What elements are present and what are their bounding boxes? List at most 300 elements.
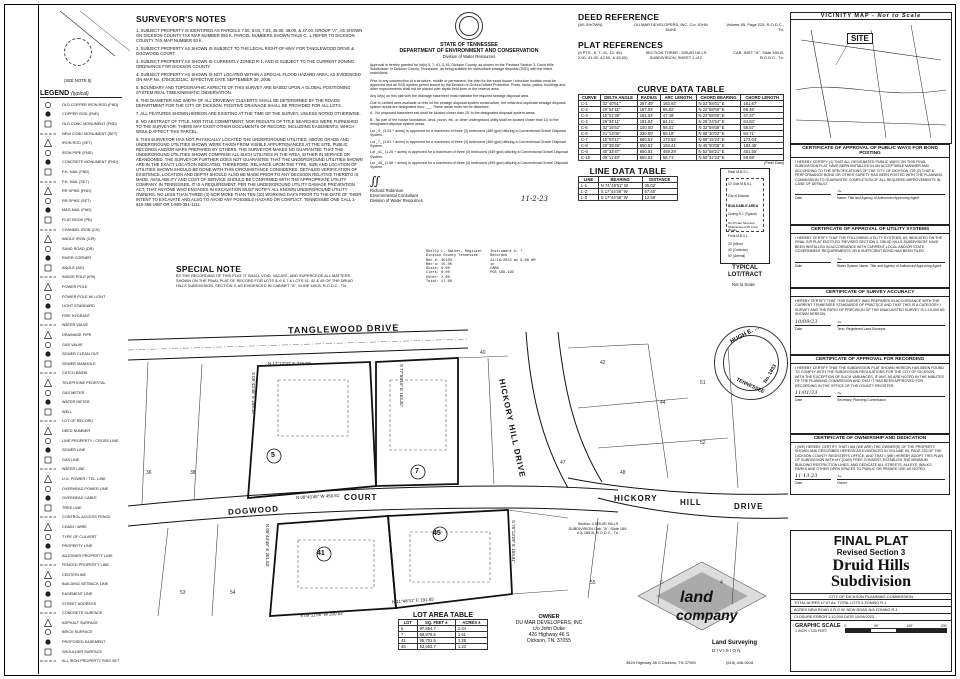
stamp-line: in xyxy=(490,262,495,267)
legend-item xyxy=(40,244,122,254)
legend-item xyxy=(40,484,122,494)
bearing-2: S 77°59'16" E 163.20' xyxy=(399,364,404,407)
legend-item xyxy=(40,647,122,657)
bearing-lines-topleft xyxy=(40,6,140,76)
table-cell: C-5 xyxy=(579,125,601,131)
table-cell: N 32°59'08" E xyxy=(696,125,741,131)
legend-symbol-icon xyxy=(40,131,56,137)
legend-item-label: NEW CONC MONUMENT (SET) xyxy=(62,131,118,136)
legend-item xyxy=(40,618,122,628)
legend-item xyxy=(40,321,122,331)
legend-item-label: P.K. NAIL (FND) xyxy=(62,169,90,174)
legend-item xyxy=(40,599,122,609)
legend-item-label: OLD CONC MONUMENT (FND) xyxy=(62,121,117,126)
table-cell: 20°04'11" xyxy=(600,107,637,113)
vicinity-title: VICINITY MAP xyxy=(820,13,870,19)
scale-tick-label: 50' xyxy=(874,623,879,628)
lot-5-boundary xyxy=(248,362,376,501)
legend-symbol-icon xyxy=(40,255,56,261)
legend-item xyxy=(40,273,122,283)
lot-41-boundary xyxy=(270,516,396,619)
certificate-title: CERTIFICATE OF APPROVAL OF UTILITY SYSTEMS xyxy=(791,225,949,234)
legend-item xyxy=(40,110,122,120)
legend-item xyxy=(40,388,122,398)
table-cell: 163.92' xyxy=(660,101,696,107)
surveyors-notes xyxy=(136,14,364,210)
legend-item-label: OVERHEAD CABLE xyxy=(62,496,97,501)
table-header-cell: CURVE xyxy=(579,95,601,101)
legend-symbol-icon xyxy=(40,274,56,280)
legend-item-label: EASEMENT LINE xyxy=(62,592,93,597)
seal-state: TENNESSEE xyxy=(735,376,766,396)
table-cell: 53,653.7 xyxy=(417,644,455,650)
legend-item xyxy=(40,215,122,225)
legend-symbol-icon xyxy=(40,639,56,645)
table-cell: 25°34'11" xyxy=(600,119,637,125)
certificate-title: CERTIFICATE OF APPROVAL OF PUBLIC WAYS FOR BOND POSTING xyxy=(791,144,949,158)
legend-item-label: RR SPIKE (FND) xyxy=(62,189,92,194)
legend-item-label: FENCED PROPERTY LINE xyxy=(62,563,109,568)
legend-symbol-icon xyxy=(40,179,56,185)
certificate-title: CERTIFICATE OF OWNERSHIP AND DEDICATION xyxy=(791,434,949,443)
table-cell: N 22°58'01" E xyxy=(696,101,741,107)
table-header-cell: RADIUS xyxy=(637,95,660,101)
legend-symbol-icon xyxy=(40,370,56,376)
title-block-rows xyxy=(791,600,951,621)
tdec-lot-approval: Lot _41_ (1.26 + acres) is approved for a maximum of three (3) bedrooms (459 gpd) utilizing a Conventional Gravel Disposal System. xyxy=(370,150,568,159)
legend-item xyxy=(40,340,122,350)
adjoiner-lot-label: 53 xyxy=(180,590,186,596)
owner-city: Dickson, TN. 37055 xyxy=(527,638,571,644)
seal-name: HUGH E. ... xyxy=(729,324,761,346)
legend-item xyxy=(40,580,122,590)
table-cell: 65.48' xyxy=(741,107,784,113)
legend-item xyxy=(40,196,122,206)
curve-table xyxy=(578,94,784,161)
legend-title: LEGEND xyxy=(40,90,70,97)
table-row xyxy=(399,644,488,650)
vicinity-subtitle: Not to Scale xyxy=(877,13,922,19)
certificate-sig-col xyxy=(837,256,945,268)
notes-list xyxy=(136,28,364,207)
legend-item xyxy=(40,637,122,647)
surveyors-notes-title: SURVEYOR'S NOTES xyxy=(136,14,227,24)
table-cell: 56.31' xyxy=(660,125,696,131)
legend-item xyxy=(40,206,122,216)
table-row xyxy=(579,195,678,201)
table-cell: 21°13'05" xyxy=(600,131,637,137)
tdec-lot-approval: Lot _5_ (3.24 + acres) is approved for a maximum of three (3) bedrooms (480 gpd) utilizing a Conventional Gravel Disposal System. xyxy=(370,129,566,138)
legend-item-label: WATER LINE xyxy=(62,467,85,472)
legend-item xyxy=(40,493,122,503)
lot-area-grid xyxy=(398,619,488,650)
legend-item xyxy=(40,330,122,340)
table-header-cell: LINE xyxy=(579,177,599,183)
table-cell: 173.54' xyxy=(660,137,696,143)
lot-45-boundary xyxy=(388,510,512,608)
table-cell: 47.49' xyxy=(660,113,696,119)
typical-subtitle: LOT/TRACT xyxy=(728,272,762,278)
legend-item-label: PROPERTY LINE xyxy=(62,544,93,549)
scale-tick-label: 200' xyxy=(940,623,947,628)
legend-item-label: CENTERLINE xyxy=(62,572,87,577)
lot-41-label: 41 xyxy=(317,550,325,557)
tdec-p3: Any lot(s) on this plat with the drainage easement must maintain the required sewage disposal area. xyxy=(370,94,530,99)
legend-symbol-icon xyxy=(40,610,56,616)
tdec-p5: A - No proposed basement exit shall be located closer than 25' to the designated disposal system areas. xyxy=(370,111,536,116)
legend-symbol-icon xyxy=(40,553,56,559)
company-address: 3824 Highway 46 S Dickson, TN 37055 xyxy=(626,660,696,665)
certificate-date-label: Date xyxy=(795,194,831,200)
legend-symbol-icon xyxy=(40,303,56,309)
adjoiner-lot-label: 51 xyxy=(700,380,706,386)
adjoiner-lot-label: 6 xyxy=(660,580,663,586)
bearing-7: S 08°11'56" W 200.52' xyxy=(299,610,344,619)
legend-item-label: TELEPHONE PEDESTAL xyxy=(62,381,106,386)
stamp-line: 11/16/2023 at 9:06 AM xyxy=(490,258,536,263)
legend-symbol-icon xyxy=(40,418,56,424)
tdec-p2: Prior to any construction of a structure, mobile or permanent, the plan for the exact house / structure location must be approved and an SSD system permit issued by the Division of Ground Water Protection. Pools, tanks, patios, buildings and other improvements shall not be placed over septic field lines or the reserve area. xyxy=(370,78,566,92)
legend-symbol-icon xyxy=(40,543,56,549)
table-cell: 650.51' xyxy=(637,155,660,161)
legend-item-label: IRON PIPE (FND) xyxy=(62,150,93,155)
legend-symbol-icon xyxy=(40,111,56,117)
table-cell: 84.71' xyxy=(741,131,784,137)
legend-item xyxy=(40,503,122,513)
legend-list xyxy=(40,100,122,666)
table-header-cell: ACRES ± xyxy=(455,620,487,626)
certificate-signature-label: Tenn. Registered Land Surveyor xyxy=(837,325,945,331)
certificate-date-col xyxy=(795,390,831,402)
table-cell: 650.51' xyxy=(637,149,660,155)
table-cell: 2.24 xyxy=(455,626,487,632)
legend-item-label: POWER POLE W/ LIGHT xyxy=(62,294,106,299)
vicinity-map: VICINITY MAP - Not to Scale SITE xyxy=(790,12,952,144)
table-cell: L-2 xyxy=(579,189,599,195)
certificate-signature-row xyxy=(791,188,949,200)
legend-item xyxy=(40,138,122,148)
legend-symbol-icon xyxy=(40,188,56,194)
table-cell: 12.59' xyxy=(642,195,677,201)
certificates-column xyxy=(790,144,950,495)
stamp-line: Rec'd: 15.00 xyxy=(426,262,452,267)
table-cell: 41 xyxy=(399,638,418,644)
deed-reference-title: DEED REFERENCE xyxy=(578,12,660,22)
typical-not-to-scale: Not to Scale xyxy=(732,282,755,287)
legend-symbol-icon xyxy=(40,313,56,319)
legend-item-label: PLAT BOOK (PB) xyxy=(62,217,92,222)
table-cell: 100.00' xyxy=(637,125,660,131)
title-block-row: ACRES NEW ROAD 0 R.O.W. NEW ROAD N/A ZONING R-1 xyxy=(791,607,951,614)
legend-symbol-icon xyxy=(40,121,56,127)
legend-symbol-icon xyxy=(40,140,56,146)
table-header-cell: DISTANCE xyxy=(642,177,677,183)
adjoiner-lot-label: 38 xyxy=(190,470,196,476)
certificate-date-value: 11-13-23 xyxy=(795,473,818,480)
legend-item-label: CHANNEL IRON (CH) xyxy=(62,227,100,232)
legend-item-label: WATER VALVE xyxy=(62,323,89,328)
stamp-line: PGS 189-19D xyxy=(490,271,514,276)
surveyor-note: 8. NO ABSTRACT OF TITLE, NOR TITLE COMMITMENT, NOR RESULTS OF TITLE SEARCHES WERE FURNISHED TO THE SURVEYOR. THERE MAY EXIST OTHER DOCUMENTS OF RECORD, INCLUDING EASEMENTS, WHICH WOULD AFFECT THIS PARCEL. xyxy=(136,119,359,134)
legend-item-label: COPPER ROD (FND) xyxy=(62,112,99,117)
tdec-state: STATE OF TENNESSEE xyxy=(440,42,498,48)
legend-symbol-icon xyxy=(40,217,56,223)
graphic-scale-title: GRAPHIC SCALE xyxy=(795,623,841,629)
table-cell: 32°40'51" xyxy=(600,101,637,107)
table-cell: 173.04' xyxy=(741,137,784,143)
table-cell: 65.82' xyxy=(660,107,696,113)
legend-item-label: CONTROL ACCESS FENCE xyxy=(62,515,111,520)
legend-item xyxy=(40,359,122,369)
legend-item xyxy=(40,177,122,187)
table-header-cell: CHORD LENGTH xyxy=(741,95,784,101)
left-margin-line xyxy=(38,4,39,674)
legend-item-label: GAS LINE xyxy=(62,457,80,462)
table-cell: N 52°58'21" E xyxy=(696,149,741,155)
legend-symbol-icon xyxy=(40,524,56,530)
owner-co: c/o John Duke xyxy=(533,626,565,632)
adjoiner-lot-label: 47 xyxy=(560,460,566,466)
table-cell: 1.23 xyxy=(455,644,487,650)
certificate-signature-row xyxy=(791,319,949,331)
certificate-date-value: 10/09/23 xyxy=(795,318,818,325)
legend-item-label: POWER POLE xyxy=(62,285,88,290)
surveyor-note: 3. SUBJECT PROPERTY AS SHOWN IS CURRENTLY ZONED R-1, AND IS SUBJECT TO THE CURRENT ZONING ORDINANCE FOR DICKSON COUNTY. xyxy=(136,59,355,69)
legend-symbol-icon xyxy=(40,236,56,242)
certificate-date-label: Date xyxy=(795,262,831,268)
certificate-sig-col xyxy=(837,473,945,485)
adjoiner-lot-label: 40 xyxy=(480,350,486,356)
legend-symbol-icon xyxy=(40,265,56,271)
legend-symbol-icon xyxy=(40,591,56,597)
tdec-signer: Richard Robinson xyxy=(370,187,404,193)
legend-item-label: TYPE OF CULVERT xyxy=(62,534,97,539)
table-cell: 58.68' xyxy=(741,155,784,161)
table-header-cell: BEARING xyxy=(598,177,642,183)
label-hickory-h1: HICKORY xyxy=(614,494,658,503)
plat-references-title: PLAT REFERENCES xyxy=(578,40,664,50)
legend-symbol-icon xyxy=(40,150,56,156)
scale-tick-label: 0 xyxy=(844,623,847,628)
tdec-lots xyxy=(370,129,568,169)
legend-symbol-icon xyxy=(40,428,56,434)
title-block-row: CLOSURE ERROR 1:10,000 DATE 10/09/2023 xyxy=(791,614,951,621)
legend-item-label: WATER METER xyxy=(62,400,90,405)
legend-item-label: ADJOINER PROPERTY LINE xyxy=(62,553,113,558)
legend-item-label: OLD COPPER IRON ROD (FND) xyxy=(62,102,119,107)
legend-item xyxy=(40,513,122,523)
table-cell: L-1 xyxy=(579,183,599,189)
legend-item-label: SAND ROAD (DR) xyxy=(62,246,94,251)
legend-symbol-icon xyxy=(40,658,56,664)
stamp-line: Total: 17.00 xyxy=(426,280,452,285)
table-cell: 650.51' xyxy=(637,143,660,149)
lot-5-label: 5 xyxy=(271,452,275,459)
certificate-title: CERTIFICATE OF SURVEY ACCURACY xyxy=(791,288,949,297)
legend-item-label: IRON ROD (SET) xyxy=(62,141,92,146)
legend-item-label: ANGLE (AG) xyxy=(62,265,84,270)
table-cell: 183.45' xyxy=(741,143,784,149)
table-cell: 1.61 xyxy=(455,632,487,638)
legend-symbol-icon xyxy=(40,207,56,213)
label-section-note: Section 3 DRUID HILLS SUBDIVISION Cab. "A", Slide 189-A & 189-B, R.O.D.C., Tn. xyxy=(568,522,628,536)
legend-item xyxy=(40,292,122,302)
legend-item-label: SEWER CLEAN-OUT xyxy=(62,352,99,357)
legend-item xyxy=(40,426,122,436)
legend-item xyxy=(40,417,122,427)
table-cell: C-4 xyxy=(579,119,601,125)
tdec-division: Division of Water Resources xyxy=(442,54,496,60)
note-ref-label: (SEE NOTE 5) xyxy=(64,78,92,83)
label-tanglewood: TANGLEWOOD DRIVE xyxy=(287,322,400,336)
legend-item xyxy=(40,311,122,321)
legend-symbol-icon xyxy=(40,332,56,338)
certificate-signature-label: Secretary, Planning Commission xyxy=(837,396,945,402)
table-cell: N 74°48'51" W xyxy=(598,183,642,189)
typical-collector: 40' (Collector) xyxy=(728,248,748,252)
title-block-row: TOTAL ACRES ±7.67 Ac. TOTAL LOTS 4 ZONING R-1 xyxy=(791,600,951,607)
legend-item-label: WELL xyxy=(62,409,73,414)
graphic-scale xyxy=(795,623,947,633)
legend-item-label: LINE PROPERTY / CROSS LINE xyxy=(62,438,119,443)
typical-buildable: BUILDABLE AREA xyxy=(728,204,759,208)
legend-item-label: OVERHEAD POWER LINE xyxy=(62,486,109,491)
certificate-date-col xyxy=(795,256,831,268)
surveyor-note: 4. SUBJECT PROPERTY AS SHOWN IS NOT LOCATED WITHIN A SPECIAL FLOOD HAZARD AREA, AS EVIDENCED ON MAP No. 47043C0215C, EFFECTIVE DATE SEPTEMBER 29, 2006. xyxy=(136,72,361,82)
legend-symbol-icon xyxy=(40,649,56,655)
legend-symbol-icon xyxy=(40,534,56,540)
bearing-8: S 75°13'29" E 109.81' xyxy=(511,520,516,563)
certificate-signature-row xyxy=(791,390,949,402)
certificate-sig-col xyxy=(837,188,945,200)
legend-item xyxy=(40,455,122,465)
vicinity-site: SITE xyxy=(847,33,873,44)
certificate-sig-col xyxy=(837,390,945,402)
tdec-signer-div: Division of Water Resources xyxy=(370,197,423,203)
tdec-date: 11-2-23 xyxy=(521,195,548,204)
stamp-line: Dickson County Tennessee xyxy=(426,254,478,259)
table-cell: 87.40' xyxy=(642,189,677,195)
certificate xyxy=(790,144,950,225)
company-phone: (615) 446-0018 xyxy=(726,660,754,665)
legend-item xyxy=(40,474,122,484)
line-data-table xyxy=(578,166,678,201)
table-header-cell: CHORD BEARING xyxy=(696,95,741,101)
legend-symbol-icon xyxy=(40,102,56,108)
table-cell: N 68°30'02" E xyxy=(696,131,741,137)
typical-structure: No Private Structure Shall Exceed 35' From Roads xyxy=(728,221,759,233)
subdivision-name-2: Subdivision xyxy=(830,573,912,590)
certificate-signature-row xyxy=(791,473,949,485)
legend-item xyxy=(40,656,122,666)
table-cell: N 45°00'05" E xyxy=(696,143,741,149)
plat-map xyxy=(128,318,788,618)
legend-symbol-icon xyxy=(40,399,56,405)
legend-item xyxy=(40,301,122,311)
legend-item xyxy=(40,532,122,542)
owner-block xyxy=(494,614,604,644)
adjoiner-lot-label: 54 xyxy=(230,590,236,596)
certificate xyxy=(790,225,950,288)
adjoiner-lot-label: 48 xyxy=(620,470,626,476)
legend-item xyxy=(40,349,122,359)
table-cell: 184.41' xyxy=(660,143,696,149)
typical-arterial: 50' (Arterial) xyxy=(728,254,746,258)
legend-item xyxy=(40,551,122,561)
legend-item xyxy=(40,263,122,273)
certificate-body: I HEREBY CERTIFY THAT THE SUBDIVISION PLAT SHOWN HEREON HAS BEEN FOUND TO COMPLY WITH THE SUBDIVISION REGULATIONS FOR THE CITY OF DICKSON, WITH THE EXCEPTION OF SUCH VARIANCES, IF ANY, AS ARE NOTED IN THE MINUTES OF THE PLANNING COMMISSION AND THAT IT HAS BEEN APPROVED FOR RECORDING IN THE OFFICE OF THE COUNTY REGISTER. xyxy=(795,366,944,388)
typical-lot-diagram xyxy=(706,168,784,280)
surveyor-note: 1. SUBJECT PROPERTY IS IDENTIFIED AS PARCELS 7.00, 6.03, 7.03, 45.00, 46.00, & 47.00, GROUP "A", AS SHOWN ON DICKSON COUNTY TAX MAP NUMBER 093 K. PARCEL NUMBERS SHOWN THUS C...L REFER TO DICKSON COUNTY TAX MAP NUMBER 93 K. xyxy=(136,28,363,43)
seal-number: No. 1833 xyxy=(762,363,779,385)
legend-item xyxy=(40,541,122,551)
table-cell: 58.71' xyxy=(660,155,696,161)
lot-7-label: 7 xyxy=(415,468,419,475)
legend-item xyxy=(40,561,122,571)
table-cell: C-9 xyxy=(579,149,601,155)
legend-item xyxy=(40,254,122,264)
certificate-body: HEREBY CERTIFY THAT THIS SURVEY WAS PREPARED IN ACCORDANCE WITH THE CURRENT TENNESSEE STANDARDS OF PRACTICE AND THAT THIS IS A CATEGORY I SURVEY AND THE RATIO OF PRECISION OF THE UNADJUSTED SURVEY IS 1:10,000 AS SHOWN HEREON. xyxy=(795,299,945,317)
legend-item-label: BRICK SURFACE xyxy=(62,630,93,635)
table-cell: 5 xyxy=(399,626,418,632)
bearing-6: N 11°48'31" E 191.65' xyxy=(391,596,435,605)
logo-company: company xyxy=(676,607,738,623)
legend-symbol-icon xyxy=(40,447,56,453)
typical-front: Front M.B.S.L. xyxy=(728,234,749,238)
tdec-approval-text: Approval is hereby granted for lot(s) 5, 7, 41, & 45, Dickson County, as shown on the 'Revised Section 3, Druid Hills Subdivision' in Dickson County, Tennessee, as being suitable for subsurface sewage disposal (SSD) with the listed restrictions. xyxy=(370,62,554,76)
surveyor-note: 5. BOUNDARY AND TOPOGRAPHIC ASPECTS OF THIS SURVEY ARE BASED UPON A GLOBAL POSITIONING SYSTEM REAL TIME KINEMATIC OBSERVATION. xyxy=(136,85,351,95)
table-cell: 15°01'39" xyxy=(600,113,637,119)
legend-symbol-icon xyxy=(40,438,56,444)
tdec-p4: Due to Limited area available on this lot the sewage disposal system construction, the initial and duplicate sewage disposal system areas are designated thus: ___ These areas must not be disturbed. xyxy=(370,100,566,109)
tanglewood-centerline xyxy=(128,339,468,350)
certificate xyxy=(790,288,950,355)
signature-scribble: ~ xyxy=(837,390,843,398)
legend-item-label: PROPOSED EASEMENT xyxy=(62,640,106,645)
legend-item xyxy=(40,119,122,129)
label-court: COURT xyxy=(344,493,378,502)
legend-item-label: ALL IRON PROPERTY PINS SET xyxy=(62,659,120,664)
table-cell: C-10 xyxy=(579,155,601,161)
legend-symbol-icon xyxy=(40,246,56,252)
table-cell: N 22°58'00" E xyxy=(696,107,741,113)
certificate-date-label: Date xyxy=(795,325,831,331)
legend-item xyxy=(40,436,122,446)
stamp-line: Recorded xyxy=(490,254,508,259)
final-plat: FINAL PLAT xyxy=(833,533,909,548)
legend-item-label: SHOULDER SURFACE xyxy=(62,649,103,654)
lot-area-title: LOT AREA TABLE xyxy=(412,612,473,619)
typical-side: 10' Side M.B.S.L. xyxy=(728,182,753,186)
signature-scribble: ~ xyxy=(837,473,843,481)
table-cell: N 25°24'54" E xyxy=(696,119,741,125)
legend-item xyxy=(40,407,122,417)
legend-item xyxy=(40,445,122,455)
stamp-line: Instrument #: 7 xyxy=(490,250,523,254)
table-cell: 181.04' xyxy=(637,119,660,125)
deed-col3: Volume 55, Page 225, R.O.D.C., Tn. xyxy=(726,22,784,32)
legend-item-label: STREET ADDRESS xyxy=(62,601,97,606)
legend-item-label: MAG NAIL (FND) xyxy=(62,208,92,213)
legend-item-label: CATCH BASIN xyxy=(62,371,88,376)
tanglewood-drive-edge-2 xyxy=(128,348,468,360)
legend-symbol-icon xyxy=(40,159,56,165)
table-cell: 35.02' xyxy=(642,183,677,189)
table-cell: 1.28 xyxy=(455,638,487,644)
plat-col1: (5 PTS., 6, 7, 41, 42, 45) 2.00, 41.00, 42.00, & 45.00) xyxy=(578,50,628,60)
company-name: Land Surveying xyxy=(712,640,758,646)
legend-symbol-icon xyxy=(40,601,56,607)
